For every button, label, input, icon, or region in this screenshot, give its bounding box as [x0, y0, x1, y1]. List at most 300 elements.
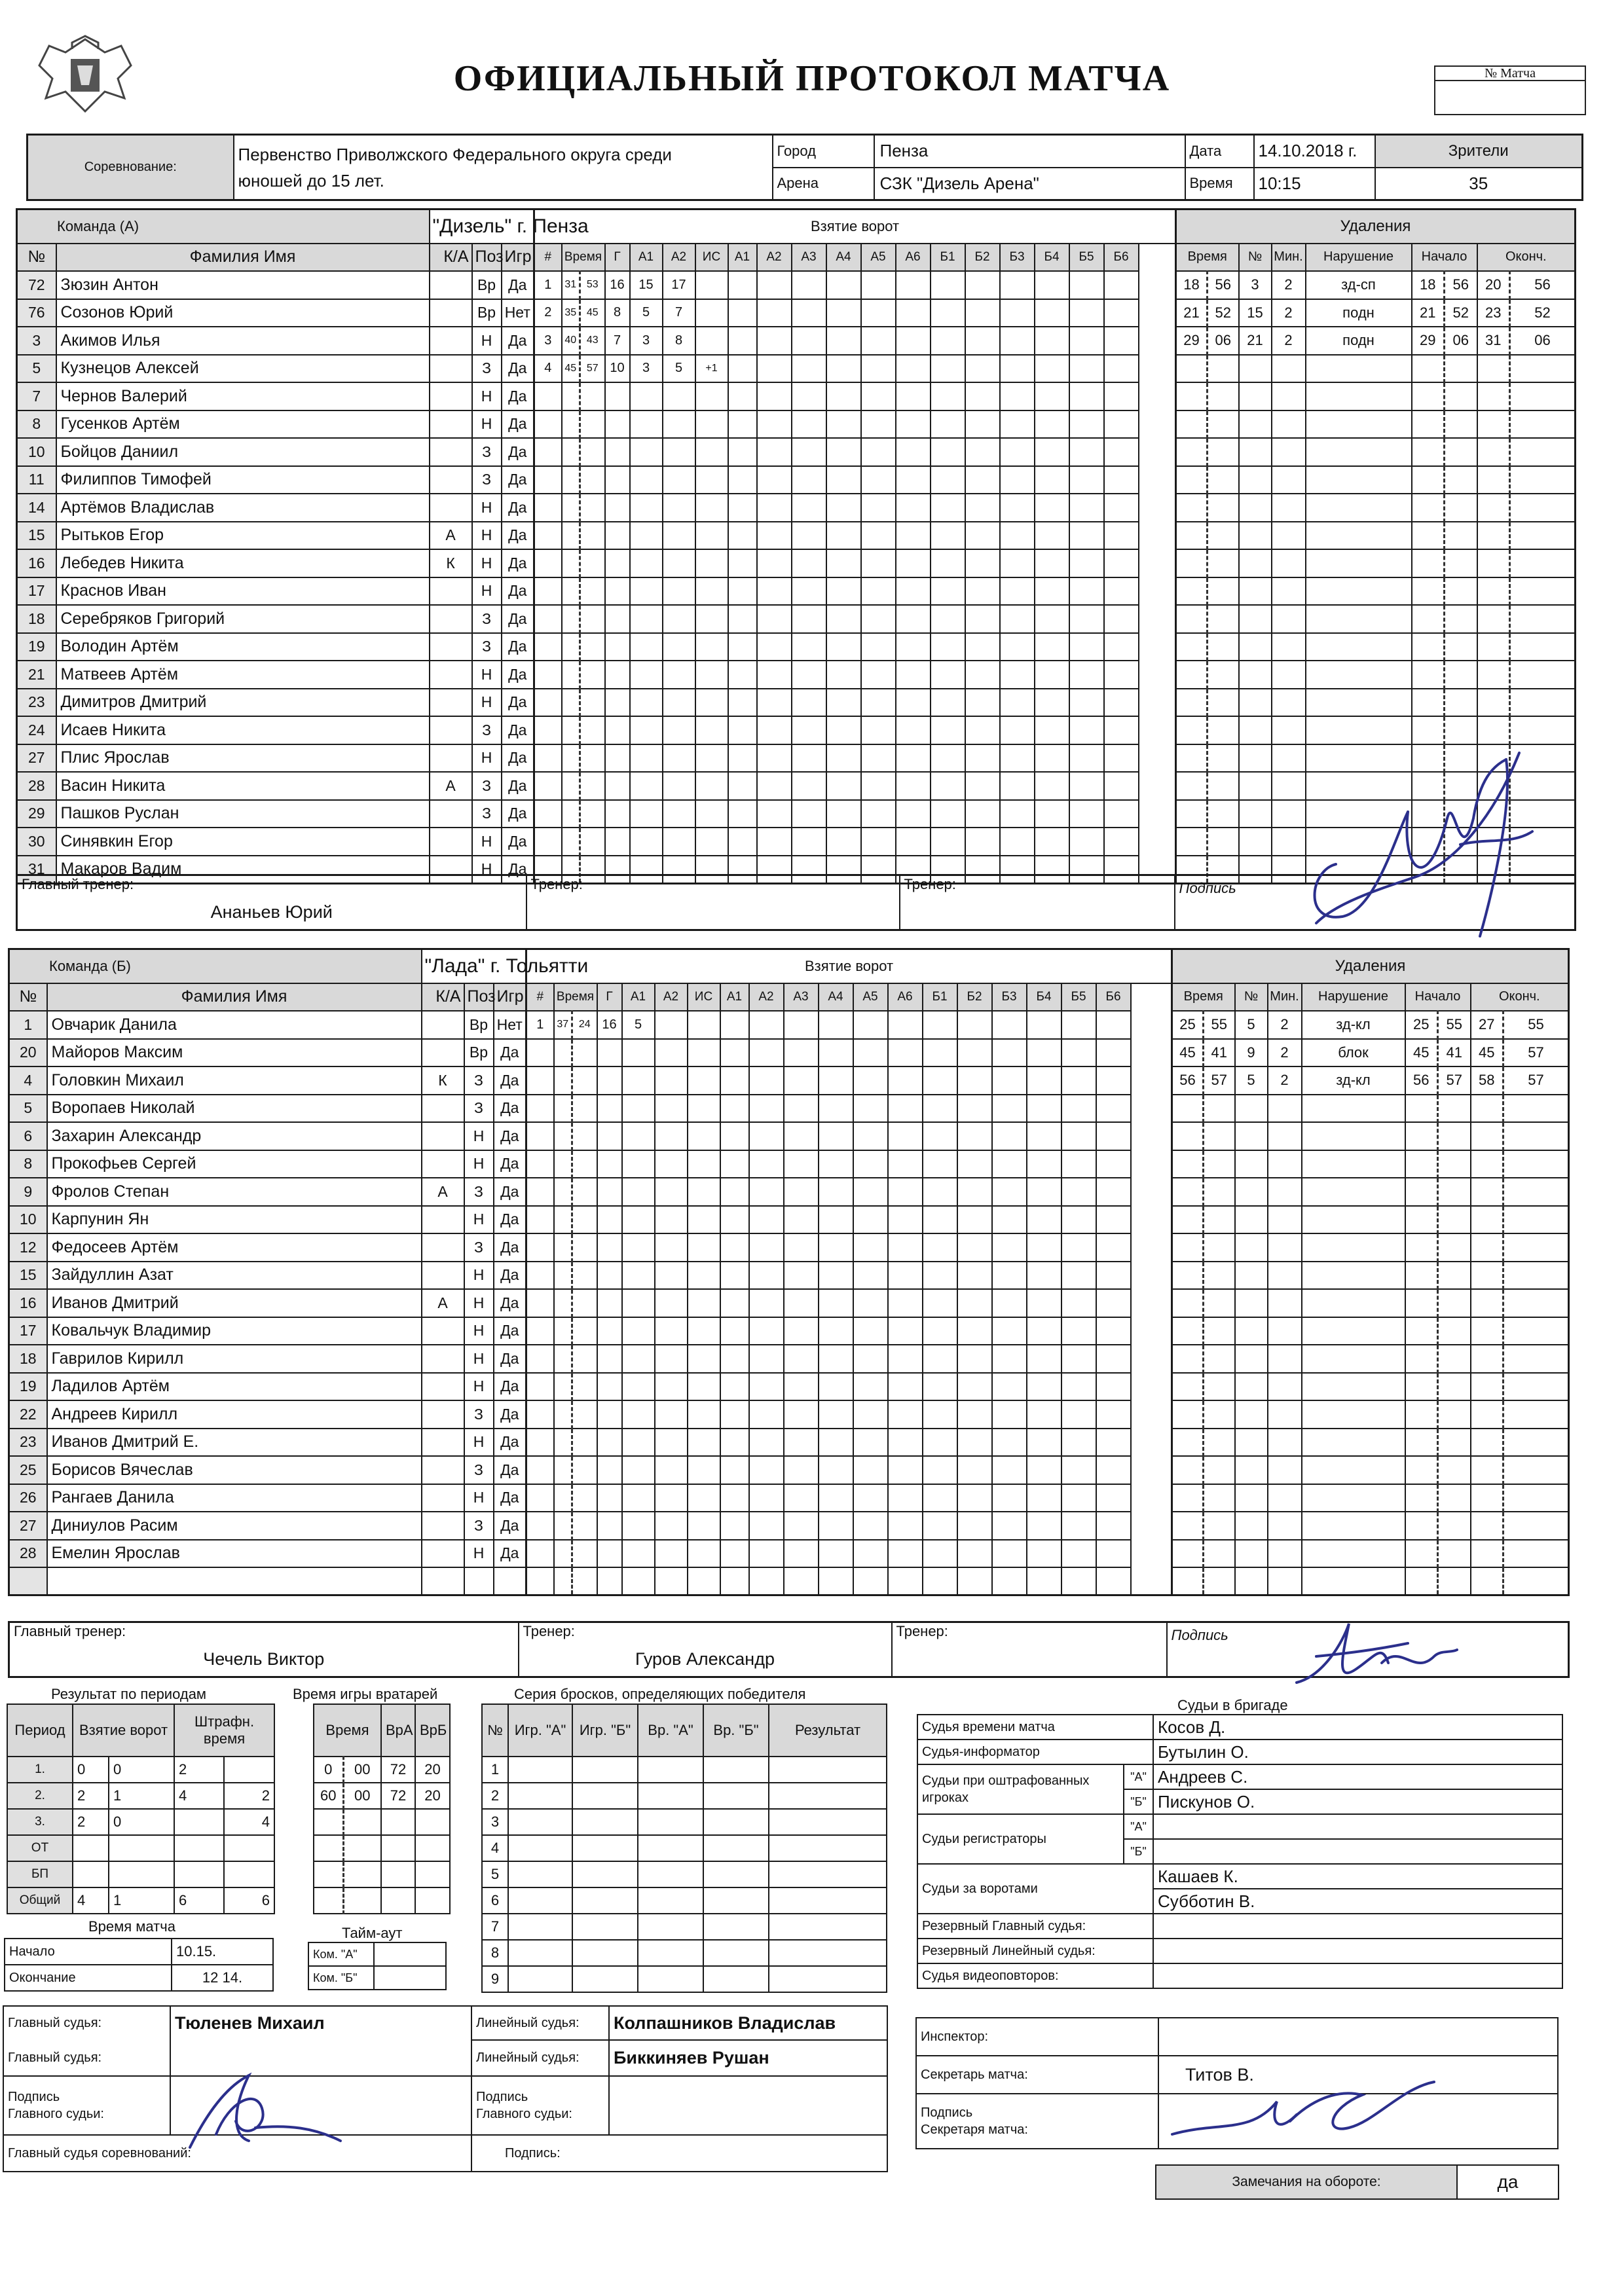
- on-ice-cell: [720, 1345, 749, 1373]
- penalty-v: [1302, 1233, 1405, 1262]
- on-ice-cell: [965, 744, 1000, 773]
- shootout-cell: [769, 1757, 887, 1783]
- penalty-v: [1302, 1122, 1405, 1150]
- goal-g: 16: [597, 1011, 622, 1039]
- on-ice-cell: [749, 1289, 784, 1317]
- on-ice-cell: [1096, 1122, 1131, 1150]
- on-ice-cell: [728, 633, 757, 661]
- on-ice-cell: [896, 522, 931, 550]
- penalty-no: [1239, 466, 1272, 494]
- on-ice-cell: [1096, 1150, 1131, 1178]
- penalty-tm: [1172, 1289, 1204, 1317]
- goalie-s: [343, 1809, 381, 1835]
- penalty-ts: [1204, 1512, 1235, 1540]
- goal-m: 40: [562, 327, 580, 355]
- on-ice-cell: [784, 1011, 819, 1039]
- player-ka: [430, 800, 472, 828]
- goal-n: [534, 772, 562, 800]
- penalty-tm: [1172, 1317, 1204, 1345]
- player-name: Володин Артём: [56, 633, 430, 661]
- goal-m: [554, 1540, 572, 1568]
- shootout-cell: [769, 1887, 887, 1914]
- roster-row: [9, 1233, 526, 1262]
- penalty-sm: [1405, 1567, 1438, 1595]
- on-ice-cell: [728, 689, 757, 717]
- goalie-s: [343, 1887, 381, 1914]
- shootout-table: [481, 1704, 887, 1993]
- penalty-em: [1477, 661, 1510, 689]
- player-ka: [422, 1122, 464, 1150]
- player-name: Серебряков Григорий: [56, 605, 430, 633]
- goal-s: [580, 522, 605, 550]
- penalty-sm: [1412, 661, 1445, 689]
- on-ice-cell: [957, 1262, 992, 1290]
- on-ice-cell: [1096, 1345, 1131, 1373]
- goal-a1: [630, 661, 663, 689]
- goal-row: [534, 800, 1176, 828]
- timeout-b-label: Ком. "Б": [308, 1966, 374, 1990]
- player-number: 7: [17, 382, 56, 410]
- goal-row: [534, 828, 1176, 856]
- player-played: [494, 1567, 526, 1595]
- on-ice-cell: [819, 1011, 853, 1039]
- period-pa: 2: [174, 1757, 224, 1783]
- shootout-header-1: Игр. "А": [508, 1704, 572, 1757]
- player-number: 19: [17, 633, 56, 661]
- on-ice-cell: [720, 1289, 749, 1317]
- goal-a2: [655, 1233, 688, 1262]
- goal-a2: [655, 1206, 688, 1234]
- player-ka: [422, 1540, 464, 1568]
- penalty-ss: [1438, 1122, 1471, 1150]
- on-ice-cell: [792, 772, 826, 800]
- player-ka: [430, 661, 472, 689]
- secretary-sign-label-2: Секретаря матча:: [921, 2123, 1028, 2137]
- goal-a1: [630, 522, 663, 550]
- penalty-es: 52: [1510, 299, 1576, 327]
- team-a-coach-label: Тренер:: [530, 876, 583, 892]
- penalty-em: [1477, 522, 1510, 550]
- player-played: Да: [494, 1373, 526, 1401]
- goal-g: [605, 716, 630, 744]
- penalty-ss: [1438, 1540, 1471, 1568]
- match-start: 10.15.: [172, 1939, 273, 1965]
- penalty-tm: [1176, 633, 1208, 661]
- on-ice-cell: [931, 716, 965, 744]
- on-ice-cell: [992, 1540, 1027, 1568]
- goal-a1: [622, 1122, 655, 1150]
- on-ice-cell: [1069, 577, 1104, 606]
- player-ka: [430, 633, 472, 661]
- player-number: 8: [17, 410, 56, 439]
- roster-row: [17, 355, 534, 383]
- goal-row: [534, 633, 1176, 661]
- penalty-min: [1272, 605, 1306, 633]
- shootout-cell: [572, 1887, 638, 1914]
- team-a-goals: [533, 208, 1177, 884]
- roster-b-pos-header: Поз: [464, 983, 494, 1011]
- shootout-row: [482, 1940, 887, 1966]
- roster-no-header: №: [17, 244, 56, 272]
- penalty-v: [1306, 577, 1412, 606]
- on-ice-cell: [757, 633, 792, 661]
- goal-row: [534, 549, 1176, 577]
- goal-is: [688, 1095, 720, 1123]
- goal-a1: [622, 1373, 655, 1401]
- penalty-judge-a-mark: "А": [1124, 1764, 1153, 1789]
- player-position: Н: [464, 1429, 494, 1457]
- penalty-sm: [1412, 522, 1445, 550]
- team-a-section: [16, 208, 1574, 940]
- roster-row: [17, 800, 534, 828]
- player-ka: [430, 466, 472, 494]
- on-ice-cell: [992, 1317, 1027, 1345]
- player-number: 16: [9, 1289, 47, 1317]
- on-ice-cell: [757, 800, 792, 828]
- shootout-cell: [769, 1966, 887, 1992]
- on-ice-cell: [957, 1317, 992, 1345]
- penalty-ss: [1445, 382, 1477, 410]
- penalty-tm: [1176, 549, 1208, 577]
- player-played: Да: [502, 271, 534, 299]
- goal-a1: [622, 1206, 655, 1234]
- on-ice-cell: [826, 577, 861, 606]
- goal-is: [695, 633, 728, 661]
- timeout-a-label: Ком. "А": [308, 1942, 374, 1966]
- on-ice-cell: [1069, 800, 1104, 828]
- penalty-v: [1306, 410, 1412, 439]
- goal-row: [534, 355, 1176, 383]
- player-number: 17: [9, 1317, 47, 1345]
- on-ice-cell: [1069, 828, 1104, 856]
- goal-a1: [622, 1066, 655, 1095]
- shootout-title: Серия бросков, определяющих победителя: [514, 1686, 806, 1702]
- penalty-sm: [1405, 1289, 1438, 1317]
- on-ice-cell: [819, 1345, 853, 1373]
- city-label: Город: [773, 135, 874, 168]
- player-ka: [422, 1484, 464, 1512]
- on-ice-cell: [1027, 1011, 1061, 1039]
- goalie-row: [314, 1757, 450, 1783]
- penalty-ts: [1204, 1262, 1235, 1290]
- penalty-ts: [1208, 438, 1239, 466]
- player-number: 4: [9, 1066, 47, 1095]
- reserve-line-label: Резервный Линейный судья:: [917, 1939, 1153, 1963]
- player-played: Да: [502, 466, 534, 494]
- pen-b-min-header: Мин.: [1268, 983, 1302, 1011]
- goal-is-header: ИС: [695, 244, 728, 272]
- player-number: 24: [17, 716, 56, 744]
- player-number: 1: [9, 1011, 47, 1039]
- penalty-sm: 45: [1405, 1039, 1438, 1067]
- on-ice-cell: [1104, 633, 1139, 661]
- pen-start-header: Начало: [1412, 244, 1477, 272]
- player-ka: [430, 271, 472, 299]
- penalty-ss: [1438, 1206, 1471, 1234]
- penalty-v: [1306, 633, 1412, 661]
- on-ice-cell: [1069, 689, 1104, 717]
- on-ice-cell: [1035, 633, 1069, 661]
- goal-m: 37: [554, 1011, 572, 1039]
- on-ice-cell: [923, 1206, 957, 1234]
- on-ice-cell: [853, 1484, 888, 1512]
- on-ice-cell: [853, 1373, 888, 1401]
- on-ice-cell: [826, 744, 861, 773]
- player-position: З: [472, 466, 502, 494]
- penalty-ss: [1438, 1400, 1471, 1429]
- penalty-em: [1471, 1262, 1504, 1290]
- on-ice-cell: [1035, 438, 1069, 466]
- on-ice-cell: [1096, 1206, 1131, 1234]
- on-ice-cell: [757, 410, 792, 439]
- team-b-penalties: [1171, 948, 1570, 1596]
- penalty-v: [1306, 382, 1412, 410]
- goal-a2: [655, 1150, 688, 1178]
- on-ice-cell: [1104, 410, 1139, 439]
- goal-s: [580, 577, 605, 606]
- on-ice-cell: [896, 466, 931, 494]
- on-ice-cell: [992, 1039, 1027, 1067]
- penalty-min: [1272, 661, 1306, 689]
- roster-b-no-header: №: [9, 983, 47, 1011]
- goal-s: [580, 744, 605, 773]
- goal-g: [597, 1150, 622, 1178]
- player-number: 31: [17, 856, 56, 884]
- penalty-min: [1272, 438, 1306, 466]
- goal-m: [562, 828, 580, 856]
- on-ice-cell: [784, 1122, 819, 1150]
- penalty-v: [1306, 549, 1412, 577]
- shootout-cell: [572, 1861, 638, 1887]
- on-ice-cell: [931, 577, 965, 606]
- penalty-v: [1302, 1567, 1405, 1595]
- penalty-ts: [1208, 605, 1239, 633]
- goal-is: [695, 466, 728, 494]
- period-pb: [224, 1835, 274, 1861]
- penalty-ts: [1204, 1484, 1235, 1512]
- on-ice-cell: [826, 327, 861, 355]
- on-ice-cell: [749, 1317, 784, 1345]
- player-ka: [430, 299, 472, 327]
- on-ice-cell: [861, 633, 896, 661]
- penalty-v: [1302, 1317, 1405, 1345]
- roster-row: [17, 744, 534, 773]
- on-ice-cell: [992, 1512, 1027, 1540]
- on-ice-cell: [888, 1512, 923, 1540]
- on-ice-cell: [720, 1150, 749, 1178]
- goal-n: [534, 522, 562, 550]
- player-position: Н: [472, 689, 502, 717]
- player-name: Синявкин Егор: [56, 828, 430, 856]
- on-ice-cell: [1027, 1456, 1061, 1484]
- penalty-min: [1272, 522, 1306, 550]
- goal-is: [695, 438, 728, 466]
- on-ice-a6-header: А6: [896, 244, 931, 272]
- penalty-es: [1504, 1317, 1569, 1345]
- goal-row: [526, 1095, 1172, 1123]
- goal-g: [597, 1039, 622, 1067]
- penalty-judge-b: Пискунов О.: [1153, 1789, 1562, 1814]
- penalty-no: [1235, 1150, 1268, 1178]
- on-ice-cell: [1104, 522, 1139, 550]
- on-ice-cell: [1000, 744, 1035, 773]
- period-b: 1: [109, 1887, 174, 1914]
- penalty-no: [1239, 689, 1272, 717]
- penalty-tm: [1176, 605, 1208, 633]
- penalty-sm: 25: [1405, 1011, 1438, 1039]
- on-ice-cell: [888, 1373, 923, 1401]
- on-ice-cell: [957, 1345, 992, 1373]
- penalty-em: [1477, 772, 1510, 800]
- player-ka: [430, 577, 472, 606]
- goal-is: [695, 549, 728, 577]
- on-ice-cell: [965, 438, 1000, 466]
- shootout-cell: [638, 1809, 703, 1835]
- player-number: 14: [17, 494, 56, 522]
- goal-s: [572, 1429, 597, 1457]
- goal-n: [526, 1400, 554, 1429]
- period-p: БП: [7, 1861, 73, 1887]
- roster-row: [17, 410, 534, 439]
- period-pb: [224, 1757, 274, 1783]
- penalty-row: [1172, 1345, 1569, 1373]
- on-ice-cell: [784, 1289, 819, 1317]
- inspector-label: Инспектор:: [916, 2018, 1158, 2056]
- team-b-goals: [525, 948, 1173, 1596]
- on-ice-cell: [888, 1206, 923, 1234]
- on-ice-cell: [792, 522, 826, 550]
- on-ice-cell: [826, 355, 861, 383]
- goal-n: [534, 438, 562, 466]
- on-ice-cell: [819, 1429, 853, 1457]
- on-ice-cell: [826, 689, 861, 717]
- player-name: Пашков Руслан: [56, 800, 430, 828]
- on-ice-cell: [965, 355, 1000, 383]
- period-pa: [174, 1861, 224, 1887]
- main-referee-label: Главный судья:: [3, 2006, 170, 2040]
- on-ice-cell: [923, 1540, 957, 1568]
- on-ice-b1-header: Б1: [923, 983, 957, 1011]
- on-ice-cell: [819, 1206, 853, 1234]
- goal-is-header: ИС: [688, 983, 720, 1011]
- penalty-sm: [1412, 633, 1445, 661]
- penalty-ts: [1204, 1456, 1235, 1484]
- on-ice-cell: [861, 661, 896, 689]
- penalty-es: [1510, 689, 1576, 717]
- penalty-row: [1176, 772, 1576, 800]
- roster-row: [9, 1039, 526, 1067]
- penalty-no: 15: [1239, 299, 1272, 327]
- penalty-min: [1268, 1262, 1302, 1290]
- on-ice-a4-header: А4: [826, 244, 861, 272]
- on-ice-cell: [728, 577, 757, 606]
- pen-time-header: Время: [1176, 244, 1239, 272]
- on-ice-cell: [784, 1400, 819, 1429]
- penalty-row: [1176, 744, 1576, 773]
- goal-g: [605, 466, 630, 494]
- goal-a1: [622, 1429, 655, 1457]
- goal-a1: [630, 772, 663, 800]
- player-number: 18: [17, 605, 56, 633]
- penalty-row: [1176, 466, 1576, 494]
- on-ice-cell: [923, 1567, 957, 1595]
- goal-a2: [655, 1512, 688, 1540]
- goal-a2: [655, 1289, 688, 1317]
- penalty-no: [1235, 1512, 1268, 1540]
- goal-a1: 5: [630, 299, 663, 327]
- period-a: 0: [73, 1757, 109, 1783]
- player-name: Лебедев Никита: [56, 549, 430, 577]
- on-ice-cell: [965, 605, 1000, 633]
- player-name: Плис Ярослав: [56, 744, 430, 773]
- on-ice-cell: [1061, 1262, 1096, 1290]
- penalty-no: [1239, 744, 1272, 773]
- goalie-b: 20: [415, 1757, 450, 1783]
- goal-m: [554, 1345, 572, 1373]
- penalty-v: [1306, 744, 1412, 773]
- on-ice-cell: [757, 689, 792, 717]
- penalty-no: [1235, 1095, 1268, 1123]
- goalie-row: [314, 1809, 450, 1835]
- player-number: 11: [17, 466, 56, 494]
- goal-g: [605, 605, 630, 633]
- goalie-m: [314, 1809, 343, 1835]
- on-ice-cell: [728, 466, 757, 494]
- penalty-tm: [1176, 522, 1208, 550]
- roster-row: [17, 299, 534, 327]
- team-a-name: "Дизель" г. Пенза: [430, 210, 534, 244]
- goal-is: [688, 1345, 720, 1373]
- penalty-ts: [1208, 410, 1239, 439]
- on-ice-a3-header: А3: [784, 983, 819, 1011]
- roster-row: [17, 327, 534, 355]
- on-ice-cell: [861, 299, 896, 327]
- penalty-min: [1272, 744, 1306, 773]
- on-ice-cell: [1096, 1233, 1131, 1262]
- on-ice-cell: [819, 1233, 853, 1262]
- player-ka: [430, 828, 472, 856]
- penalty-ts: [1204, 1122, 1235, 1150]
- on-ice-cell: [1069, 605, 1104, 633]
- shootout-cell: [638, 1966, 703, 1992]
- penalty-em: [1471, 1456, 1504, 1484]
- penalty-row: [1176, 605, 1576, 633]
- period-p: 1.: [7, 1757, 73, 1783]
- player-name: Карпунин Ян: [47, 1206, 422, 1234]
- goal-a2: [663, 522, 695, 550]
- on-ice-cell: [896, 661, 931, 689]
- on-ice-a4-header: А4: [819, 983, 853, 1011]
- goal-m: [554, 1233, 572, 1262]
- main-sign-2-label-1: Подпись: [476, 2090, 528, 2104]
- penalty-row: [1172, 1373, 1569, 1401]
- on-ice-cell: [784, 1567, 819, 1595]
- on-ice-cell: [1069, 633, 1104, 661]
- penalty-es: [1504, 1233, 1569, 1262]
- player-name: Овчарик Данила: [47, 1011, 422, 1039]
- goal-is: [695, 522, 728, 550]
- goal-g: [597, 1095, 622, 1123]
- player-position: [464, 1567, 494, 1595]
- goal-g: [597, 1567, 622, 1595]
- on-ice-cell: [1096, 1011, 1131, 1039]
- on-ice-cell: [1104, 494, 1139, 522]
- on-ice-cell: [957, 1289, 992, 1317]
- roster-row: [9, 1317, 526, 1345]
- penalty-ss: 06: [1445, 327, 1477, 355]
- team-b-name: "Лада" г. Тольятти: [422, 949, 526, 983]
- goal-a2: [655, 1122, 688, 1150]
